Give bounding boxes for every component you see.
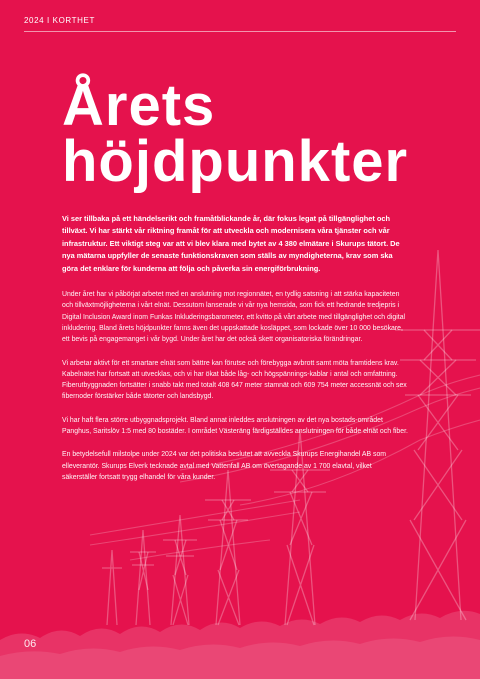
body-paragraph: Vi arbetar aktivt för ett smartare elnät som bättre kan förutse och förebygga avbrott samt möta framtidens krav. Kabelnätet har fortsatt att utvecklas, och vi har ökat både låg- och högspännings-kablar i antal och omfattning. Fiberutbyggnaden fortsätter i snabb takt med totalt 408 647 meter stamnät och 609 754 meter accessnät och sex fibernoder förstärker både tätorter och landsbygd.	[62, 359, 407, 401]
body-paragraph: Under året har vi påbörjat arbetet med en anslutning mot regionnätet, en tydlig satsning i att stärka kapaciteten och tillväxtmöjligheterna i vårt elnät. Dessutom lanserade vi vår nya hemsida, som fick ett hedrande tredjepris i Digital Inclusion Award inom Funkas Inkluderingsbarometer, ett kvitto på vårt arbete med tillgänglighet och digital inkludering. Bland årets höjdpunkter fanns även det uppskattade kosläppet, som lockade över 10 000 besökare, ett bevis på engagemanget i vår bygd. Under året har det också skett organisatoriska förändringar.	[62, 291, 406, 344]
page-title-line-1: Årets	[62, 73, 216, 138]
page-title-line-2: höjdpunkter	[62, 129, 409, 194]
body-text	[62, 213, 408, 495]
body-paragraph: Vi har haft flera större utbyggnadsprojekt. Bland annat inleddes anslutningen av det nya bostads-området Panghus, Saritslöv 1:5 med 80 bostäder. I området Västeräng färdigställdes anslutningen för både elnät och fiber.	[62, 416, 408, 435]
page-number: 06	[24, 638, 37, 650]
page-title	[62, 73, 409, 194]
lead-paragraph: Vi ser tillbaka på ett händelserikt och framåtblickande år, där fokus legat på tillgänglighet och tillväxt. Vi har stärkt vår riktning framåt för att utveckla och modernisera våra tjänster och vår infrastruktur. Ett viktigt steg var att vi blev klara med bytet av 4 380 elmätare i Skurups tätort. De nya mätarna uppfyller de senaste funktionskraven som ställs av myndigheterna, krav som ska göra det enklare för kunderna att följa och påverka sin energiförbrukning.	[62, 214, 400, 273]
section-label: 2024 I KORTHET	[24, 16, 95, 25]
body-paragraph: En betydelsefull milstolpe under 2024 var det politiska beslutet att avveckla Skurups Energihandel AB som elleverantör. Skurups Elverk tecknade avtal med Vattenfall AB om övertagande av 1 700 elavtal, vilket säkerställer fortsatt trygg elhandel för våra kunder.	[62, 451, 387, 481]
header-divider	[24, 31, 456, 32]
